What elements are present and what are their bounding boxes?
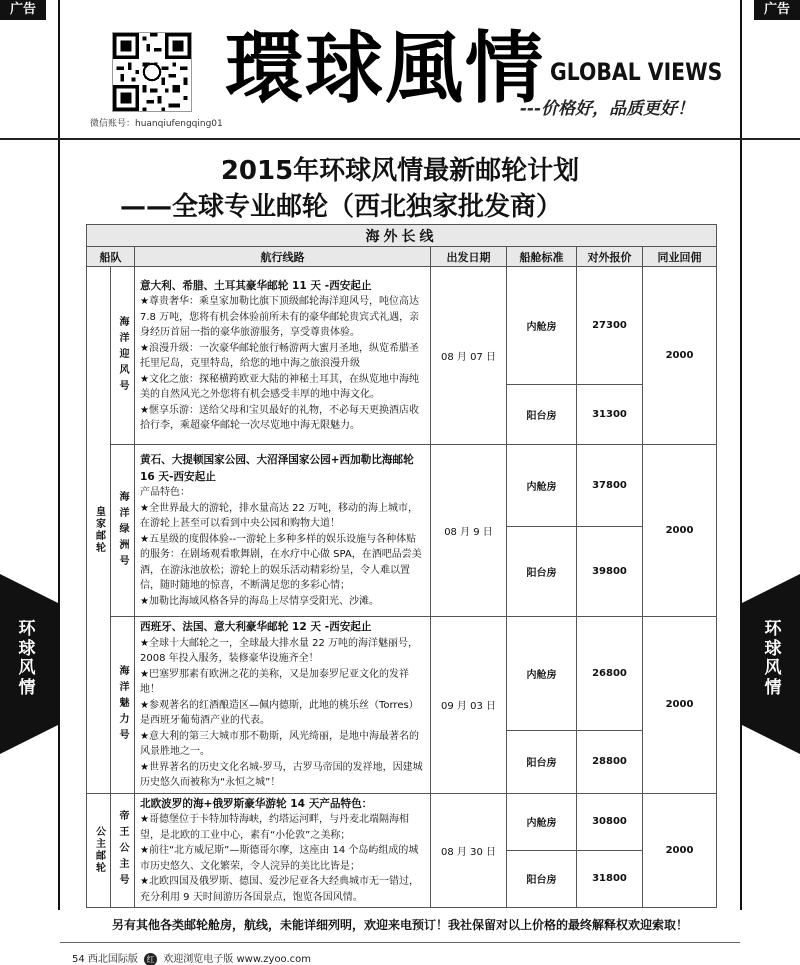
price: 27300	[577, 267, 643, 385]
table-row	[87, 445, 717, 527]
price: 31800	[577, 850, 643, 907]
col-cabin: 船舱标准	[507, 247, 577, 267]
route-detail: ★全球十大邮轮之一，全球最大排水量 22 万吨的海洋魅丽号，2008 年投入服务，装修豪华设施齐全！	[140, 637, 419, 664]
price: 26800	[577, 617, 643, 731]
fleet-name: 公主邮轮	[87, 793, 111, 908]
col-price: 对外报价	[577, 247, 643, 267]
border-left	[58, 0, 60, 138]
cabin-type: 阳台房	[507, 850, 577, 907]
cabin-type: 内舱房	[507, 617, 577, 731]
masthead	[0, 0, 800, 140]
wechat-account: 微信账号：huanqiufengqing01	[90, 119, 223, 129]
route-detail: ★惬享乐游：送给父母和宝贝最好的礼物，不必每天更换酒店收拾行李，乘超豪华邮轮一次尽览地中海无限魅力。	[140, 404, 419, 431]
price: 31300	[577, 385, 643, 445]
departure-date: 08 月 9 日	[431, 445, 507, 617]
table-row	[87, 267, 717, 385]
ship-name: 海洋魅力号	[111, 617, 135, 794]
divider	[60, 942, 740, 943]
departure-date: 08 月 07 日	[431, 267, 507, 445]
commission: 2000	[643, 617, 717, 794]
section-header: 海外长线	[87, 225, 717, 247]
route-title: 西班牙、法国、意大利豪华邮轮 12 天 -西安起止	[140, 621, 372, 633]
commission: 2000	[643, 267, 717, 445]
route-title: 意大利、希腊、土耳其豪华邮轮 11 天 -西安起止	[140, 279, 372, 292]
border-right-body	[740, 140, 742, 910]
price: 28800	[577, 731, 643, 793]
cabin-type: 内舱房	[507, 267, 577, 385]
cruise-table	[86, 224, 717, 908]
brand-logo: 環球風情	[225, 23, 546, 114]
route-title: 北欧波罗的海+俄罗斯豪华游轮 14 天产品特色：	[140, 797, 373, 810]
table-row	[87, 617, 717, 731]
cabin-type: 阳台房	[507, 385, 577, 445]
route-cell	[135, 617, 431, 794]
ship-name: 帝王公主号	[111, 793, 135, 908]
col-date: 出发日期	[431, 247, 507, 267]
route-detail: 产品特色：	[140, 487, 190, 498]
route-detail: ★前往“北方威尼斯”—斯德哥尔摩，这座由 14 个岛屿组成的城市历史悠久、文化繁荣，令人浣异的美比比皆是；	[140, 845, 419, 872]
price: 37800	[577, 445, 643, 527]
route-detail: ★巴塞罗那素有欧洲之花的美称，又是加泰罗尼亚文化的发祥地！	[140, 668, 409, 695]
side-banner-left-text: 环球风情	[18, 619, 36, 698]
cabin-type: 内舱房	[507, 793, 577, 850]
departure-date: 09 月 03 日	[431, 617, 507, 794]
route-detail: ★北欧四国及俄罗斯、德国、爱沙尼亚各大经典城市无一错过，充分利用 9 天时间游历各国景点，饱览各国风情。	[140, 876, 419, 903]
col-commission: 同业回佣	[643, 247, 717, 267]
page-subtitle: ——全球专业邮轮（西北独家批发商）	[120, 192, 563, 222]
publisher-logo: 红	[144, 953, 157, 965]
ad-label-left: 广告	[0, 0, 46, 20]
slogan: ---价格好，品质更好！	[520, 99, 695, 119]
footnote: 另有其他各类邮轮舱房，航线，未能详细列明，欢迎来电预订！我社保留对以上价格的最终解释权欢迎索取！	[111, 918, 688, 932]
side-banner-right-text: 环球风情	[764, 619, 782, 698]
brand-english: GLOBAL VIEWS	[550, 58, 723, 86]
route-cell	[135, 267, 431, 445]
promo-text: 欢迎浏览电子版 www.zyoo.com	[163, 954, 312, 965]
route-title: 黄石、大提顿国家公园、大沼泽国家公园+西加勒比海邮轮 16 天-西安起止	[140, 454, 414, 483]
route-detail: ★文化之旅：探秘横跨欧亚大陆的神秘土耳其，在纵览地中海纯美的自然风光之外您将有机会感受丰厚的地中海文化。	[140, 373, 419, 400]
departure-date: 08 月 30 日	[431, 793, 507, 908]
route-detail: ★全世界最大的游轮，排水量高达 22 万吨，移动的海上城市，在游轮上甚至可以看到中央公园和购物大道！	[140, 502, 419, 529]
route-detail: ★哥德堡位于卡特加特海峡，约塔运河畔，与丹麦北端隔海相望，是北欧的工业中心，素有“小伦敦”之美称；	[140, 814, 409, 841]
cabin-type: 内舱房	[507, 445, 577, 527]
route-detail: ★浪漫升级：一次豪华邮轮旅行畅游两大蜜月圣地，纵览希腊圣托里尼岛，克里特岛，给您的地中海之旅浪漫升级	[140, 342, 419, 369]
route-detail: ★意大利的第三大城市那不勒斯，风光绮丽，是地中海最著名的风景胜地之一。	[140, 730, 419, 757]
border-left-body	[58, 140, 60, 910]
cabin-type: 阳台房	[507, 731, 577, 793]
route-detail: ★加勒比海域风格各异的海岛上尽情享受阳光、沙滩。	[140, 595, 379, 607]
col-fleet: 船队	[87, 247, 135, 267]
cabin-type: 阳台房	[507, 527, 577, 617]
col-route: 航行线路	[135, 247, 431, 267]
price: 30800	[577, 793, 643, 850]
page-number: 54	[72, 954, 85, 965]
ship-name: 海洋绿洲号	[111, 445, 135, 617]
route-detail: ★参观著名的红酒酿造区—佩内德斯，此地的桃乐丝（Torres）是西班牙葡萄酒产业的代表。	[140, 699, 419, 726]
ad-label-right: 广告	[754, 0, 800, 20]
border-right	[740, 0, 742, 138]
edition-name: 西北国际版	[87, 954, 138, 965]
route-detail: ★世界著名的历史文化名城-罗马，古罗马帝国的发祥地，因建城历史悠久而被称为“永恒之城”！	[140, 761, 423, 788]
route-cell	[135, 793, 431, 908]
wechat-qr-code	[112, 32, 192, 112]
commission: 2000	[643, 793, 717, 908]
route-detail: ★尊贵奢华：乘皇家加勒比旗下顶级邮轮海洋迎风号，吨位高达7.8 万吨，您将有机会体验前所未有的豪华邮轮贵宾式礼遇，亲身经历首屈一指的豪华旅游服务，享受尊贵体验。	[140, 296, 420, 338]
price: 39800	[577, 527, 643, 617]
route-cell	[135, 445, 431, 617]
page-footer	[72, 950, 311, 965]
table-row	[87, 793, 717, 850]
page-title: 2015年环球风情最新邮轮计划	[220, 156, 580, 186]
ship-name: 海洋迎风号	[111, 267, 135, 445]
route-detail: ★五星级的度假体验--一游轮上多种多样的娱乐设施与各种体贴的服务：在剧场观看歌舞剧，在水疗中心做 SPA，在酒吧品尝美酒，在游泳池放松；游轮上的娱乐活动精彩纷呈，令人难以置信，随时随地的惊喜，不断满足您的多彩心情；	[140, 533, 422, 591]
commission: 2000	[643, 445, 717, 617]
fleet-name: 皇家邮轮	[87, 267, 111, 794]
